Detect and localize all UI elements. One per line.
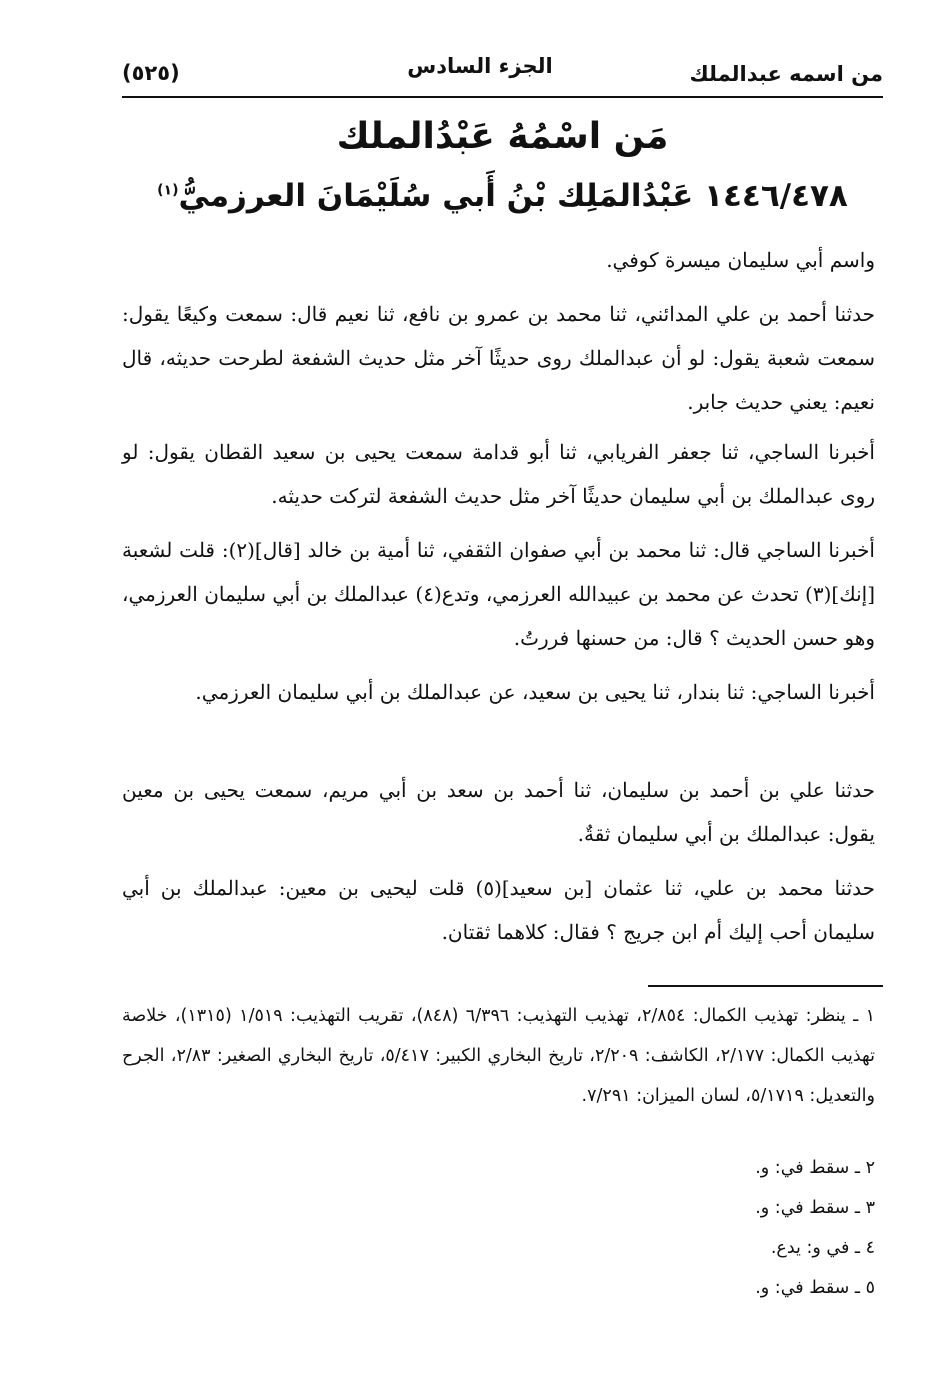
paragraph-1: واسم أبي سليمان ميسرة كوفي. <box>606 248 875 272</box>
footnote-4: ٤ ـ في و: يدع. <box>770 1238 875 1258</box>
footnote-2: ٢ ـ سقط في: و. <box>755 1158 875 1178</box>
paragraph-7: حدثنا محمد بن علي، ثنا عثمان [بن سعيد](٥) قلت ليحيى بن معين: عبدالملك بن أبي سليمان أحب إليك أم ابن جريج ؟ فقال: كلاهما ثقتان. <box>122 876 875 944</box>
footnote-5: ٥ ـ سقط في: و. <box>755 1278 875 1298</box>
entry-title-text: ١٤٤٦/٤٧٨ عَبْدُالمَلِك بْنُ أَبي سُلَيْمَانَ العرزميُّ <box>178 178 848 214</box>
footnote-3: ٣ ـ سقط في: و. <box>755 1198 875 1218</box>
footnote-divider <box>648 985 883 987</box>
paragraph-5: أخبرنا الساجي: ثنا بندار، ثنا يحيى بن سعيد، عن عبدالملك بن أبي سليمان العرزمي. <box>195 680 875 704</box>
page-number: (٥٢٥) <box>122 61 180 85</box>
section-title: مَن اسْمُهُ عَبْدُالملك <box>336 116 669 157</box>
paragraph-6: حدثنا علي بن أحمد بن سليمان، ثنا أحمد بن سعد بن أبي مريم، سمعت يحيى بن معين يقول: عبدالملك بن أبي سليمان ثقةٌ. <box>122 778 875 846</box>
paragraph-3: أخبرنا الساجي، ثنا جعفر الفريابي، ثنا أبو قدامة سمعت يحيى بن سعيد القطان يقول: لو روى عبدالملك بن أبي سليمان حديثًا آخر مثل حديث الشفعة لتركت حديثه. <box>122 440 875 508</box>
entry-title <box>122 178 883 214</box>
footnote-1: ١ ـ ينظر: تهذيب الكمال: ٢/٨٥٤، تهذيب التهذيب: ٦/٣٩٦ (٨٤٨)، تقريب التهذيب: ١/٥١٩ (١٣١٥)، خلاصة تهذيب الكمال: ٢/١٧٧، الكاشف: ٢/٢٠٩، تاريخ البخاري الكبير: ٥/٤١٧، تاريخ البخاري الصغير: ٢/٨٣، الجرح والتعديل: ٥/١٧١٩، لسان الميزان: ٧/٢٩١. <box>122 1006 875 1106</box>
paragraph-2: حدثنا أحمد بن علي المدائني، ثنا محمد بن عمرو بن نافع، ثنا نعيم قال: سمعت وكيعًا يقول: سمعت شعبة يقول: لو أن عبدالملك روى حديثًا آخر مثل حديث الشفعة لطرحت حديثه، قال نعيم: يعني حديث جابر. <box>122 302 875 414</box>
entry-title-footnote-ref: (١) <box>157 182 179 199</box>
running-header-volume: الجزء السادس <box>407 54 553 78</box>
header-divider <box>122 96 883 98</box>
paragraph-4: أخبرنا الساجي قال: ثنا محمد بن أبي صفوان الثقفي، ثنا أمية بن خالد [قال](٢): قلت لشعبة [إنك](٣) تحدث عن محمد بن عبيدالله العرزمي، وتدع(٤) عبدالملك بن أبي سليمان العرزمي، وهو حسن الحديث ؟ قال: من حسنها فررتُ. <box>122 538 876 650</box>
running-header-chapter: من اسمه عبدالملك <box>689 62 883 86</box>
